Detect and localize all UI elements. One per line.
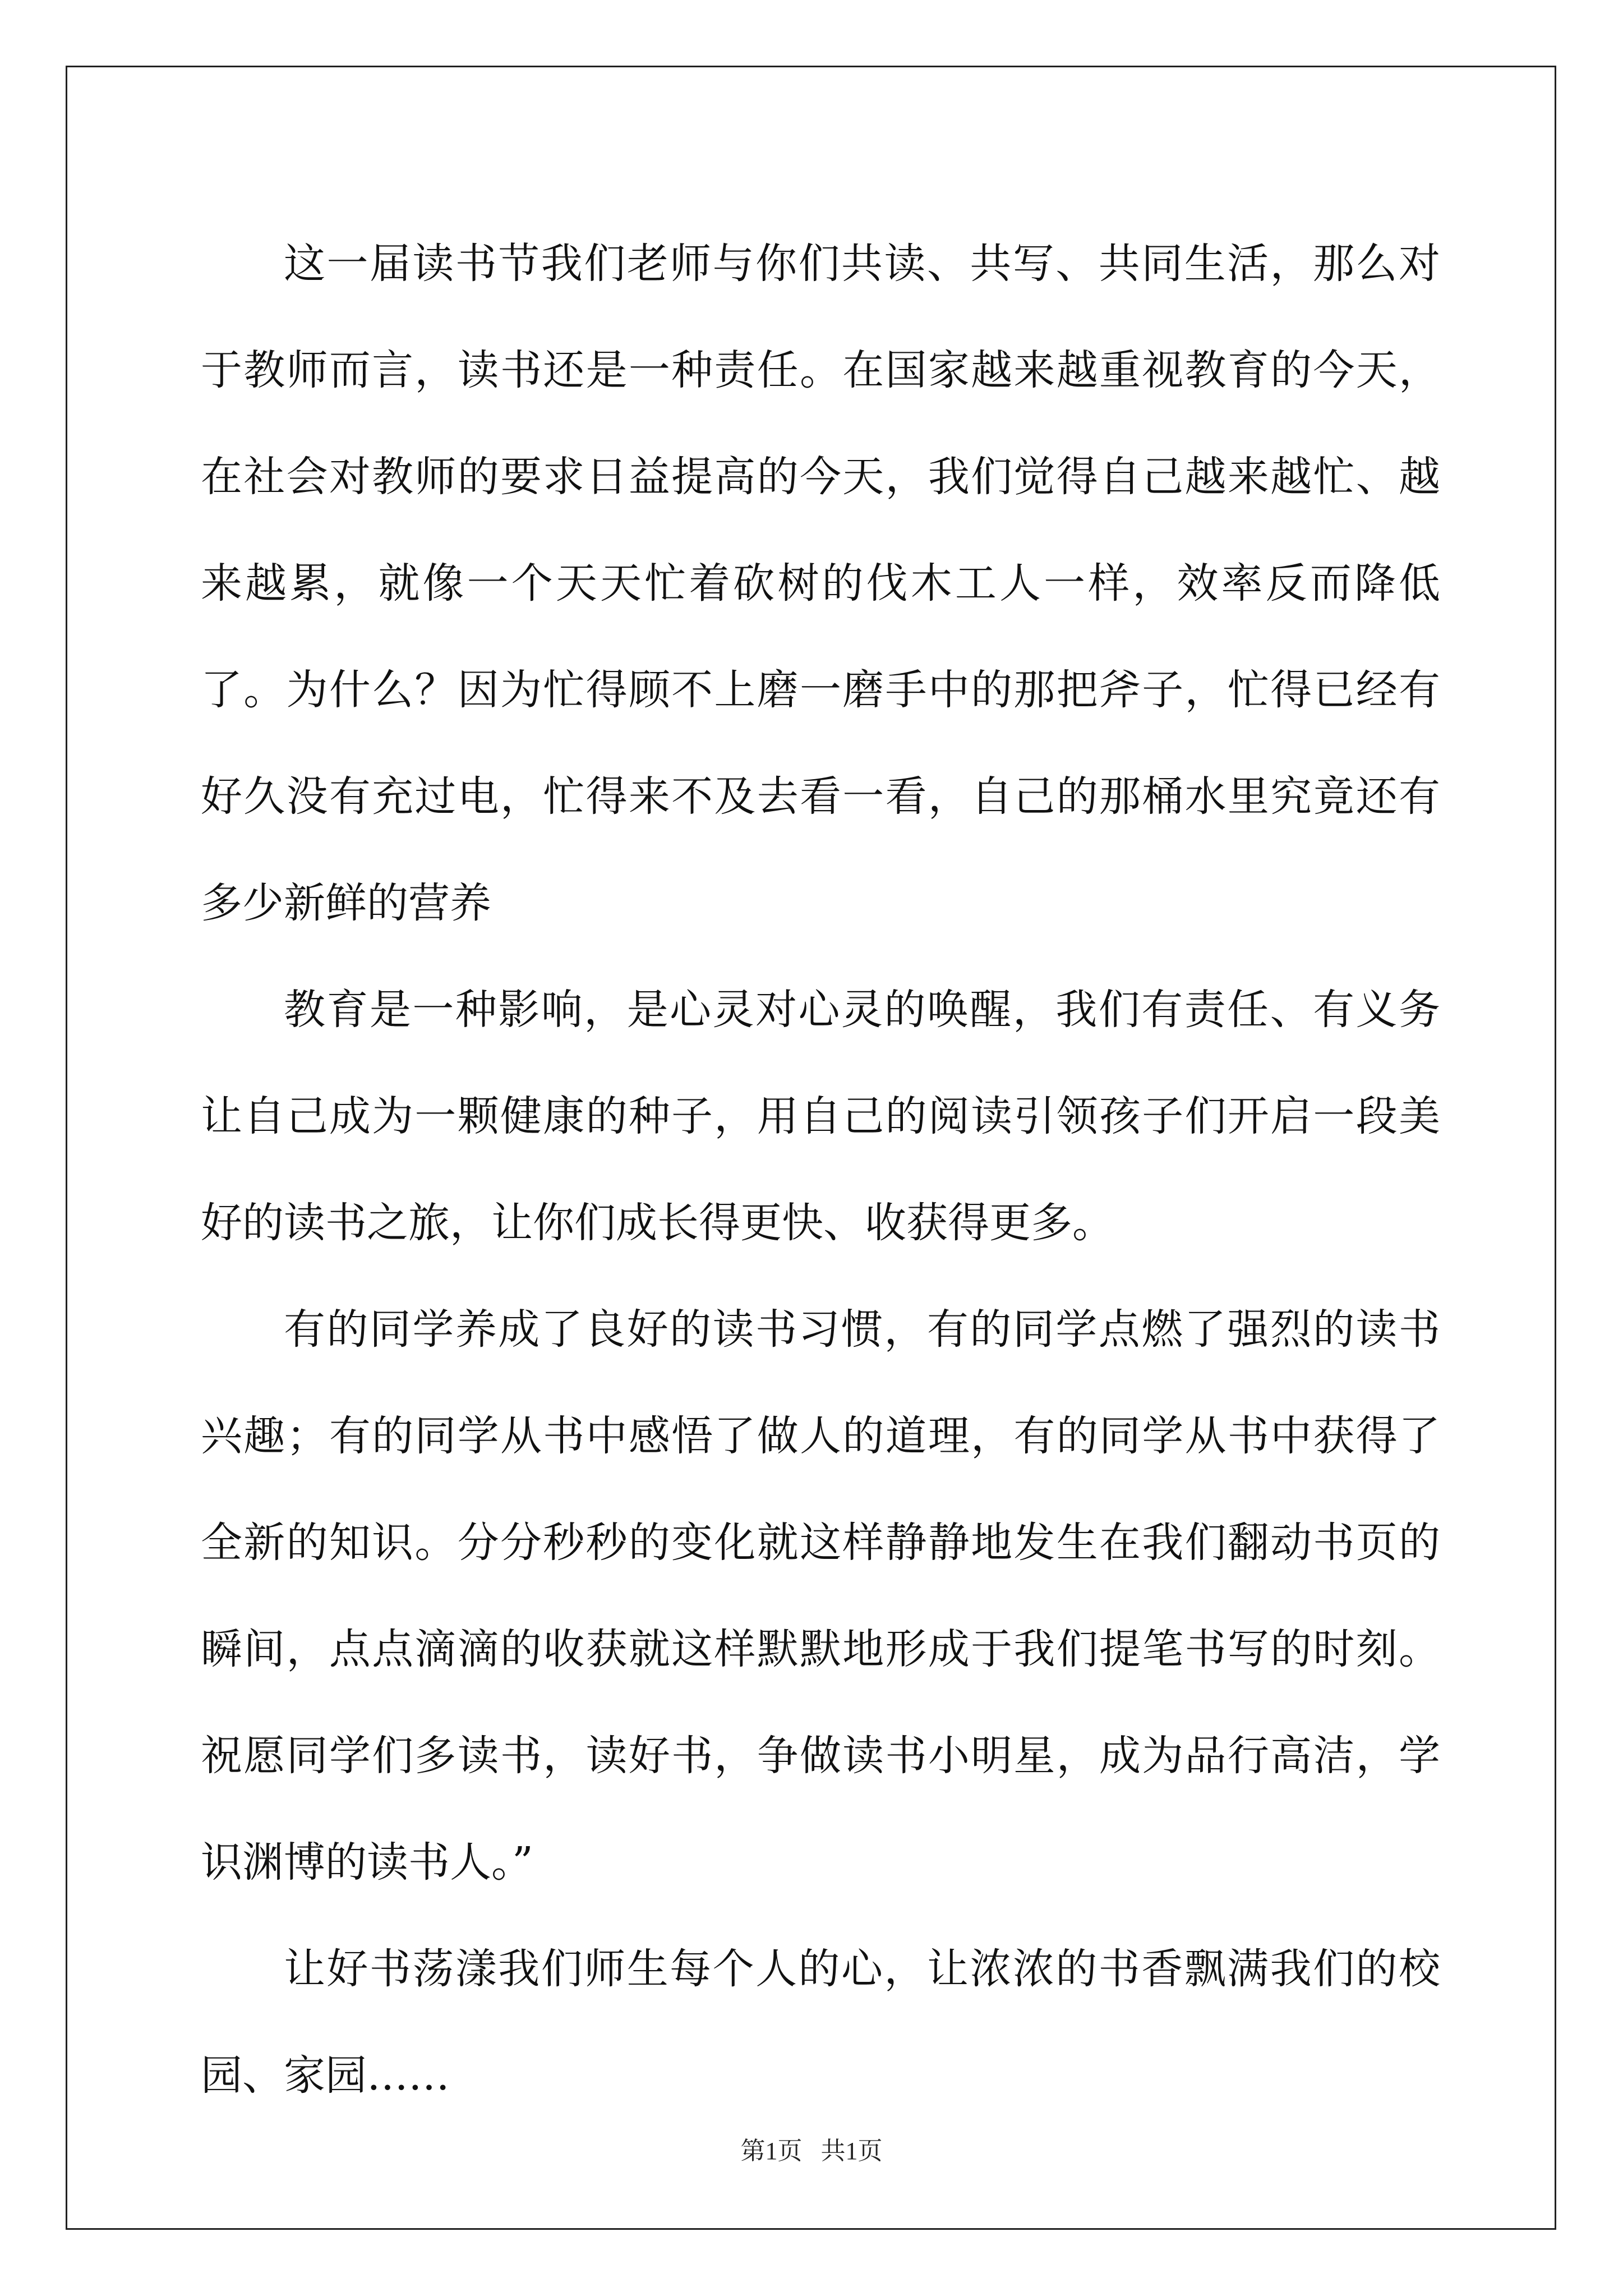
paragraph-1: 这一届读书节我们老师与你们共读、共写、共同生活，那么对于教师而言，读书还是一种责任。在国家越来越重视教育的今天，在社会对教师的要求日益提高的今天，我们觉得自己越来越忙、越来越累，就像一个天天忙着砍树的伐木工人一样，效率反而降低了。为什么？因为忙得顾不上磨一磨手中的那把斧子，忙得已经有好久没有充过电，忙得来不及去看一看，自己的那桶水里究竟还有多少新鲜的营养 [201,240,1440,927]
paragraph-4: 让好书荡漾我们师生每个人的心，让浓浓的书香飘满我们的校园、家园…… [201,1945,1440,2100]
paragraph-2: 教育是一种影响，是心灵对心灵的唤醒，我们有责任、有义务让自己成为一颗健康的种子，用自己的阅读引领孩子们开启一段美好的读书之旅，让你们成长得更快、收获得更多。 [201,986,1440,1247]
page-number-footer: 第1页 共1页 [740,2137,883,2165]
paragraph-3: 有的同学养成了良好的读书习惯，有的同学点燃了强烈的读书兴趣；有的同学从书中感悟了做人的道理，有的同学从书中获得了全新的知识。分分秒秒的变化就这样静静地发生在我们翻动书页的瞬间，点点滴滴的收获就这样默默地形成于我们提笔书写的时刻。祝愿同学们多读书，读好书，争做读书小明星，成为品行高洁，学识渊博的读书人。” [201,1305,1440,1887]
document-body [201,210,1440,2129]
